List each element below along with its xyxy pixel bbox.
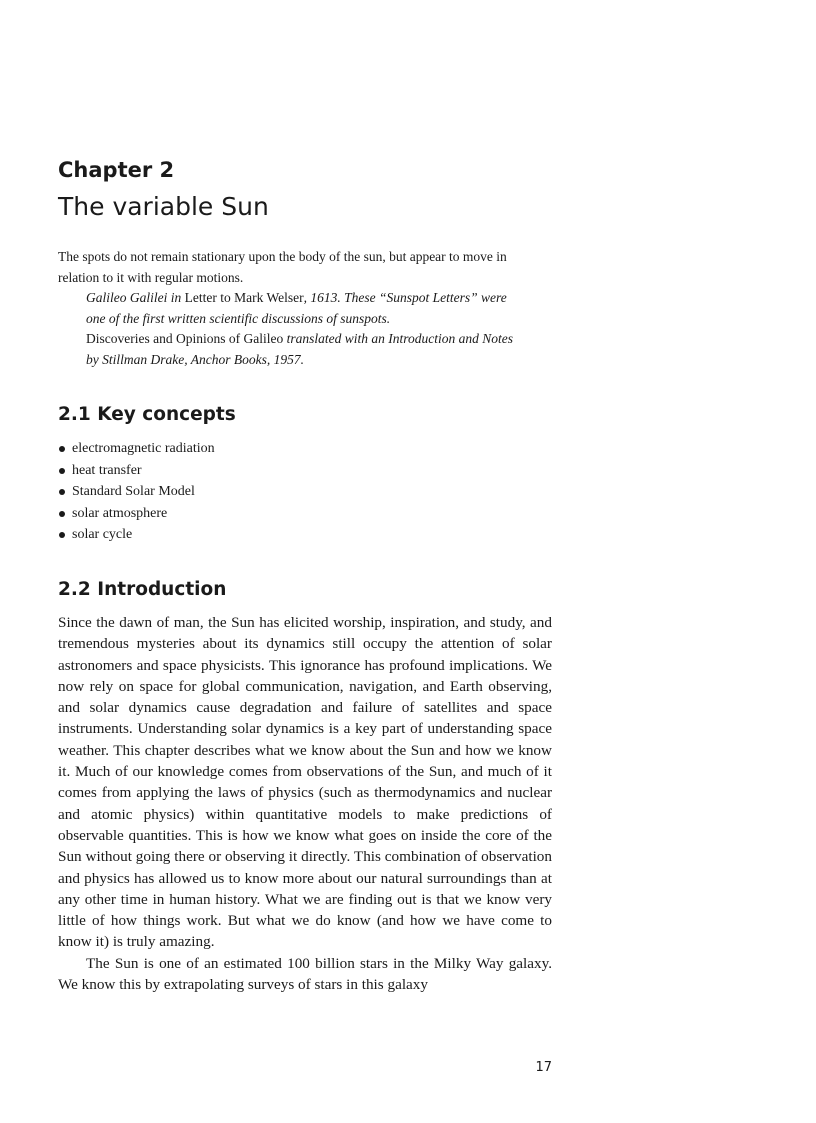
list-item: [58, 460, 215, 482]
paragraph: Since the dawn of man, the Sun has elicited worship, inspiration, and study, and tremendous mysteries about its dynamics still occupy the attention of solar astronomers and space physicists. This ignorance has profound implications. We now rely on space for global communication, navigation, and Earth observing, and solar dynamics cause degradation and failure of satellites and space instruments. Understanding solar dynamics is a key part of understanding space weather. This chapter describes what we know about the Sun and how we know it. Much of our knowledge comes from observations of the Sun, and much of it comes from applying the laws of physics (such as thermodynamics and nuclear and atomic physics) within quantitative models to make predictions of observable quantities. This is how we know what goes on inside the core of the Sun without going there or observing it directly. This combination of observation and physics has allowed us to know more about our natural surroundings than at any other time in human history. What we are finding out is that we know very little of how things work. But what we do know (and how we have come to know it) is truly amazing.: [58, 614, 552, 951]
section-heading-key-concepts: 2.1 Key concepts: [58, 404, 236, 425]
epigraph: [58, 247, 528, 370]
bullet-icon: [59, 446, 65, 452]
list-item-label: solar cycle: [72, 527, 133, 542]
bullet-icon: [59, 532, 65, 538]
bullet-icon: [59, 468, 65, 474]
list-item-label: heat transfer: [72, 462, 142, 478]
page-number: 17: [535, 1060, 552, 1075]
introduction-body: [58, 612, 552, 995]
section-heading-introduction: 2.2 Introduction: [58, 579, 227, 600]
attribution-work: Letter to Mark Welser: [181, 290, 304, 305]
list-item: [58, 438, 215, 460]
key-concepts-list: [58, 438, 215, 546]
attribution-author: Galileo Galilei in: [86, 290, 182, 305]
list-item: [58, 503, 215, 525]
attribution-line-2: [86, 329, 528, 370]
attribution-line-1: [86, 288, 528, 329]
paragraph: The Sun is one of an estimated 100 billion stars in the Milky Way galaxy. We know this by extrapolating surveys of stars in this galaxy: [58, 954, 552, 994]
bullet-icon: [59, 511, 65, 517]
chapter-label: Chapter 2: [58, 158, 175, 182]
attribution-detail: , 1613. These “Sunspot Letters” were one of the first written scientific discussions of sunspots.: [86, 290, 507, 326]
epigraph-quote: The spots do not remain stationary upon the body of the sun, but appear to move in relation to it with regular motions.: [58, 249, 507, 285]
list-item-label: electromagnetic radiation: [72, 441, 215, 456]
list-item: [58, 524, 215, 546]
list-item-label: Standard Solar Model: [72, 484, 195, 499]
attribution-book-detail: translated with an Introduction and Notes by Stillman Drake, Anchor Books, 1957.: [86, 331, 513, 367]
attribution-book: Discoveries and Opinions of Galileo: [86, 331, 284, 346]
bullet-icon: [59, 489, 65, 495]
list-item: [58, 481, 215, 503]
list-item-label: solar atmosphere: [72, 505, 168, 521]
chapter-title: The variable Sun: [58, 192, 269, 221]
epigraph-attribution: [58, 288, 528, 370]
